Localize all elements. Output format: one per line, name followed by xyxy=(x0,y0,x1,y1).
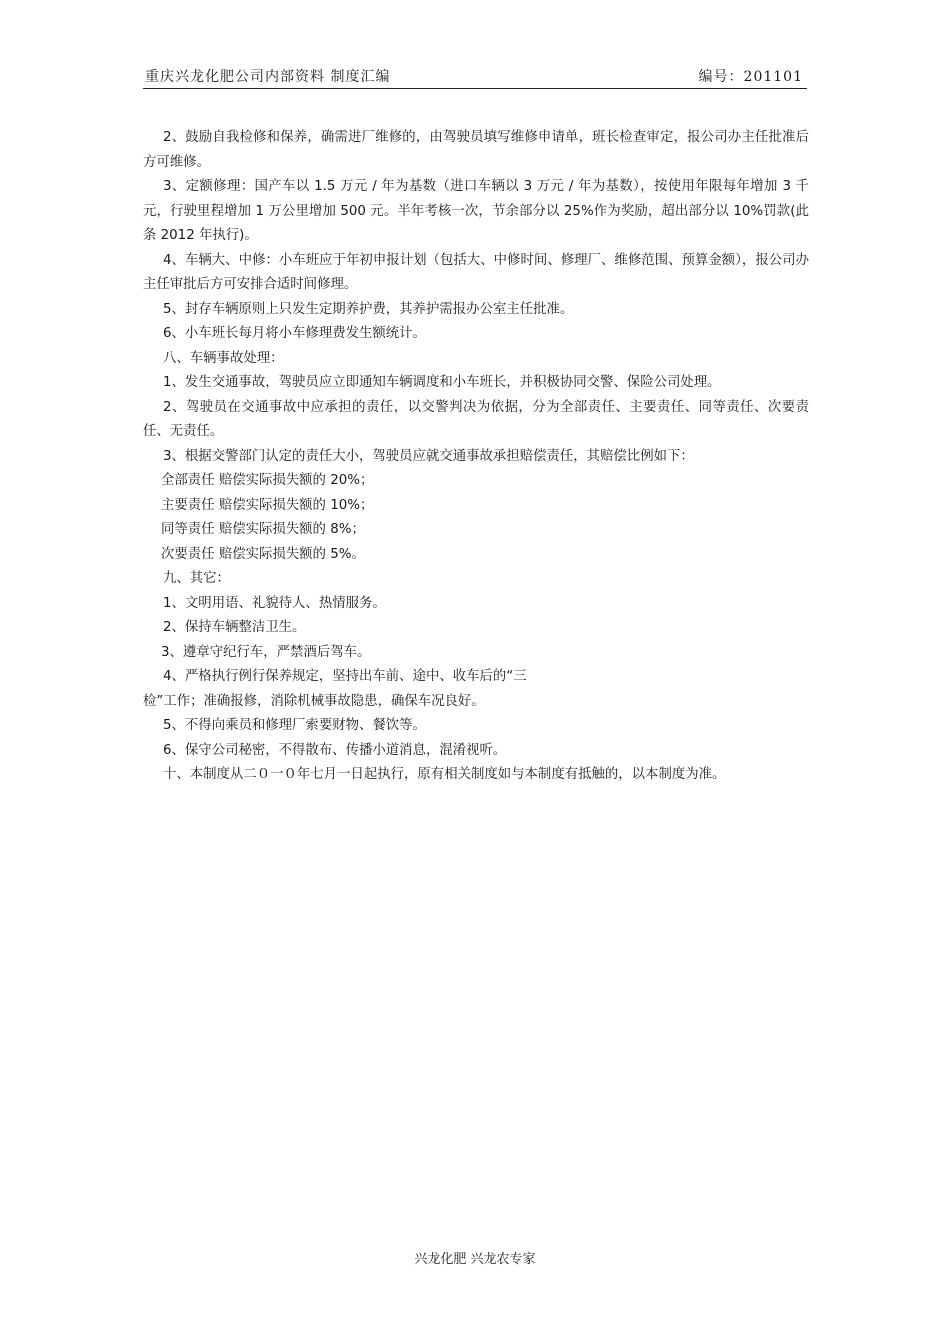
list-item-full-liability: 全部责任 赔偿实际损失额的 20%； xyxy=(161,473,374,488)
paragraph-major-repair: 4、车辆大、中修：小车班应于年初申报计划（包括大、中修时间、修理厂、维修范围、预算金额），报公司办主任审批后方可安排合适时间修理。 xyxy=(143,252,809,292)
paragraph-repair-approval: 2、鼓励自我检修和保养，确需进厂维修的，由驾驶员填写维修申请单，班长检查审定，报公司办主任批准后方可维修。 xyxy=(143,130,809,170)
paragraph-accident-notify: 1、发生交通事故，驾驶员应立即通知车辆调度和小车班长，并积极协同交警、保险公司处理。 xyxy=(163,375,721,390)
header-doc-number: 编号：201101 xyxy=(698,69,803,85)
section-heading-accidents: 八、车辆事故处理： xyxy=(163,350,284,366)
list-item-no-solicit: 5、不得向乘员和修理厂索要财物、餐饮等。 xyxy=(163,718,426,733)
list-item-minor-liability: 次要责任 赔偿实际损失额的 5%。 xyxy=(161,546,365,562)
paragraph-effective-date: 十、本制度从二０一０年七月一日起执行，原有相关制度如与本制度有抵触的，以本制度为准。 xyxy=(163,767,726,782)
list-item-civil-language: 1、文明用语、礼貌待人、热情服务。 xyxy=(163,595,386,611)
page-header xyxy=(143,66,807,89)
list-item-maintenance-line2: 检”工作；准确报修，消除机械事故隐患，确保车况良好。 xyxy=(143,693,485,709)
paragraph-stored-vehicles: 5、封存车辆原则上只发生定期养护费，其养护需报办公室主任批准。 xyxy=(163,301,574,317)
paragraph-quota-repair: 3、定额修理：国产车以 1.5 万元 / 年为基数（进口车辆以 3 万元 / 年为基数），按使用年限每年增加 3 千元，行驶里程增加 1 万公里增加 500 元。半年考核一次，节余部分以 25%作为奖励，超出部分以 10%罚款(此条 2012 年执行)。 xyxy=(143,179,809,243)
list-item-major-liability: 主要责任 赔偿实际损失额的 10%； xyxy=(161,497,374,513)
list-item-maintenance-line1: 4、严格执行例行保养规定，坚持出车前、途中、收车后的“三 xyxy=(163,669,527,684)
paragraph-monthly-stats: 6、小车班长每月将小车修理费发生额统计。 xyxy=(163,326,426,341)
list-item-clean-vehicle: 2、保持车辆整洁卫生。 xyxy=(163,620,306,635)
header-title: 重庆兴龙化肥公司内部资料 制度汇编 xyxy=(145,69,391,85)
page-footer: 兴龙化肥 兴龙农专家 xyxy=(414,1252,536,1267)
list-item-obey-rules: 3、遵章守纪行车，严禁酒后驾车。 xyxy=(161,644,371,660)
paragraph-compensation: 3、根据交警部门认定的责任大小，驾驶员应就交通事故承担赔偿责任，其赔偿比例如下： xyxy=(163,448,694,464)
section-heading-other: 九、其它： xyxy=(163,571,230,586)
list-item-equal-liability: 同等责任 赔偿实际损失额的 8%； xyxy=(161,522,365,537)
list-item-confidentiality: 6、保守公司秘密，不得散布、传播小道消息，混淆视听。 xyxy=(163,742,507,758)
document-body xyxy=(143,126,809,788)
paragraph-accident-liability: 2、驾驶员在交通事故中应承担的责任，以交警判决为依据，分为全部责任、主要责任、同等责任、次要责任、无责任。 xyxy=(143,399,809,439)
